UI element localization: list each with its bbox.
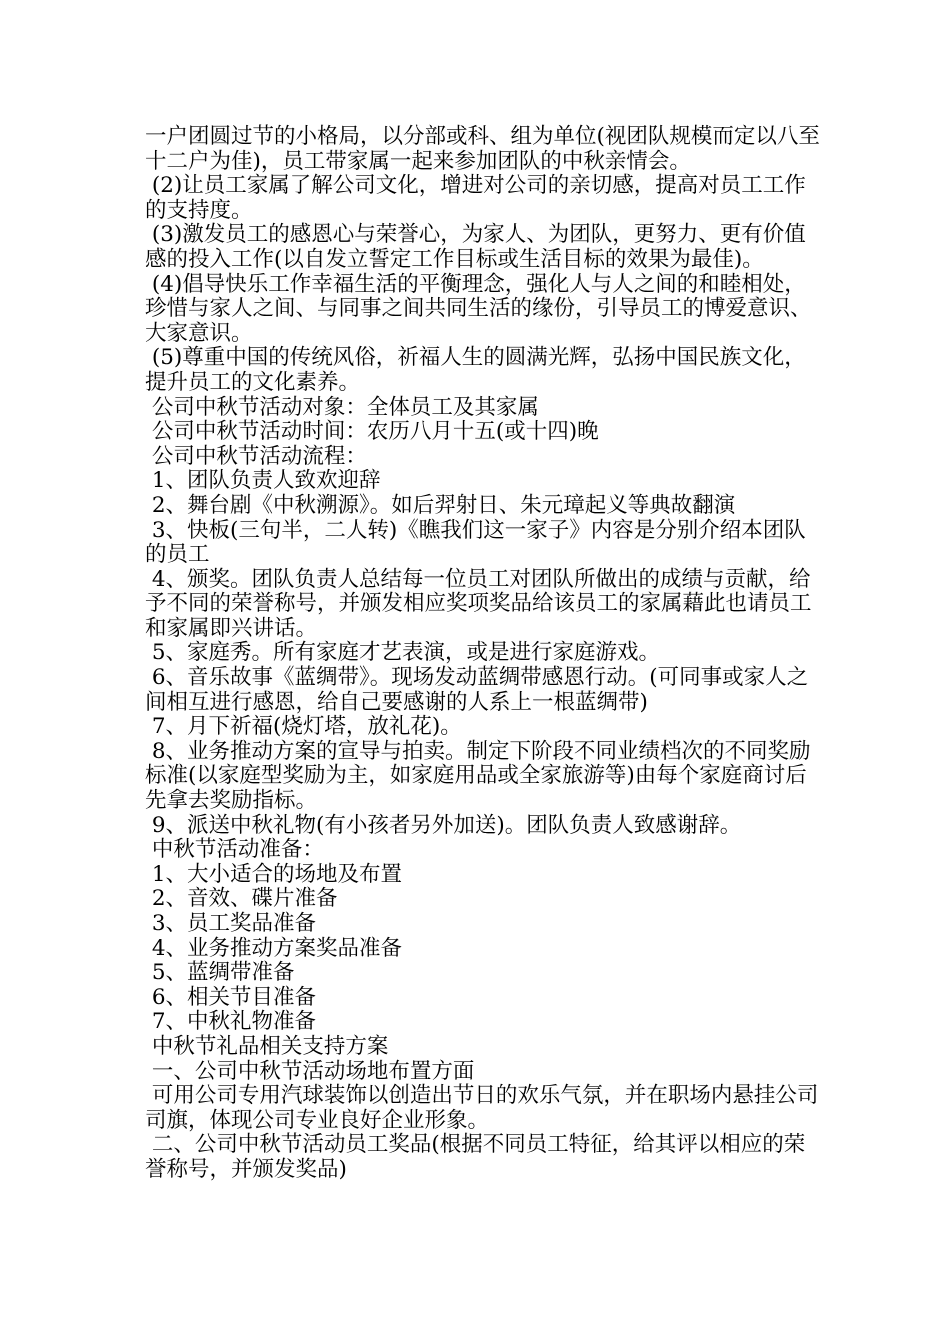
paragraph: 二、公司中秋节活动员工奖品(根据不同员工特征，给其评以相应的荣誉称号，并颁发奖品) xyxy=(145,1132,806,1182)
paragraph: (5)尊重中国的传统风俗，祈福人生的圆满光辉，弘扬中国民族文化，提升员工的文化素养。 xyxy=(145,345,806,395)
document-body xyxy=(145,125,825,1183)
paragraph: (4)倡导快乐工作幸福生活的平衡理念，强化人与人之间的和睦相处，珍惜与家人之间、与同事之间共同生活的缘份，引导员工的博爱意识、大家意识。 xyxy=(145,271,812,346)
paragraph: 中秋节活动准备： xyxy=(145,837,324,863)
paragraph: 1、大小适合的场地及布置 xyxy=(145,861,403,887)
paragraph: 3、快板(三句半，二人转)《瞧我们这一家子》内容是分别介绍本团队的员工 xyxy=(145,517,806,568)
paragraph: 一户团圆过节的小格局，以分部或科、组为单位(视团队规模而定以八至十二户为佳)，员工带家属一起来参加团队的中秋亲情会。 xyxy=(145,124,820,174)
paragraph: 一、公司中秋节活动场地布置方面 xyxy=(145,1058,475,1084)
paragraph: 7、月下祈福(烧灯塔，放礼花)。 xyxy=(145,714,462,740)
paragraph: 3、员工奖品准备 xyxy=(145,911,317,936)
paragraph: 9、派送中秋礼物(有小孩者另外加送)。团队负责人致感谢辞。 xyxy=(145,812,742,838)
paragraph: 公司中秋节活动流程： xyxy=(145,443,367,469)
paragraph: 7、中秋礼物准备 xyxy=(145,1009,317,1035)
paragraph: 4、业务推动方案奖品准备 xyxy=(145,935,403,961)
paragraph: 2、音效、碟片准备 xyxy=(145,886,338,912)
paragraph: (3)激发员工的感恩心与荣誉心，为家人、为团队，更努力、更有价值感的投入工作(以自发立誓定工作目标或生活目标的效果为最佳)。 xyxy=(145,222,806,272)
paragraph: 4、颁奖。团队负责人总结每一位员工对团队所做出的成绩与贡献，给予不同的荣誉称号，并颁发相应奖项奖品给该员工的家属藉此也请员工和家属即兴讲话。 xyxy=(145,566,812,641)
paragraph: (2)让员工家属了解公司文化，增进对公司的亲切感，提高对员工工作的支持度。 xyxy=(145,173,806,223)
paragraph: 8、业务推动方案的宣导与拍卖。制定下阶段不同业绩档次的不同奖励标准(以家庭型奖励为主，如家庭用品或全家旅游等)由每个家庭商讨后先拿去奖励指标。 xyxy=(145,738,811,814)
paragraph: 公司中秋节活动时间：农历八月十五(或十四)晚 xyxy=(145,419,599,445)
paragraph: 可用公司专用汽球装饰以创造出节日的欢乐气氛，并在职场内悬挂公司司旗，体现公司专业良好企业形象。 xyxy=(145,1083,819,1133)
paragraph: 1、团队负责人致欢迎辞 xyxy=(145,468,381,494)
paragraph: 中秋节礼品相关支持方案 xyxy=(145,1033,389,1059)
paragraph: 6、相关节目准备 xyxy=(145,984,317,1010)
paragraph: 5、家庭秀。所有家庭才艺表演，或是进行家庭游戏。 xyxy=(145,640,661,666)
paragraph: 公司中秋节活动对象：全体员工及其家属 xyxy=(145,394,539,420)
paragraph: 6、音乐故事《蓝绸带》。现场发动蓝绸带感恩行动。(可同事或家人之间相互进行感恩，给自己要感谢的人系上一根蓝绸带) xyxy=(145,665,809,715)
paragraph: 5、蓝绸带准备 xyxy=(145,960,295,986)
paragraph: 2、舞台剧《中秋溯源》。如后羿射日、朱元璋起义等典故翻演 xyxy=(145,492,736,518)
